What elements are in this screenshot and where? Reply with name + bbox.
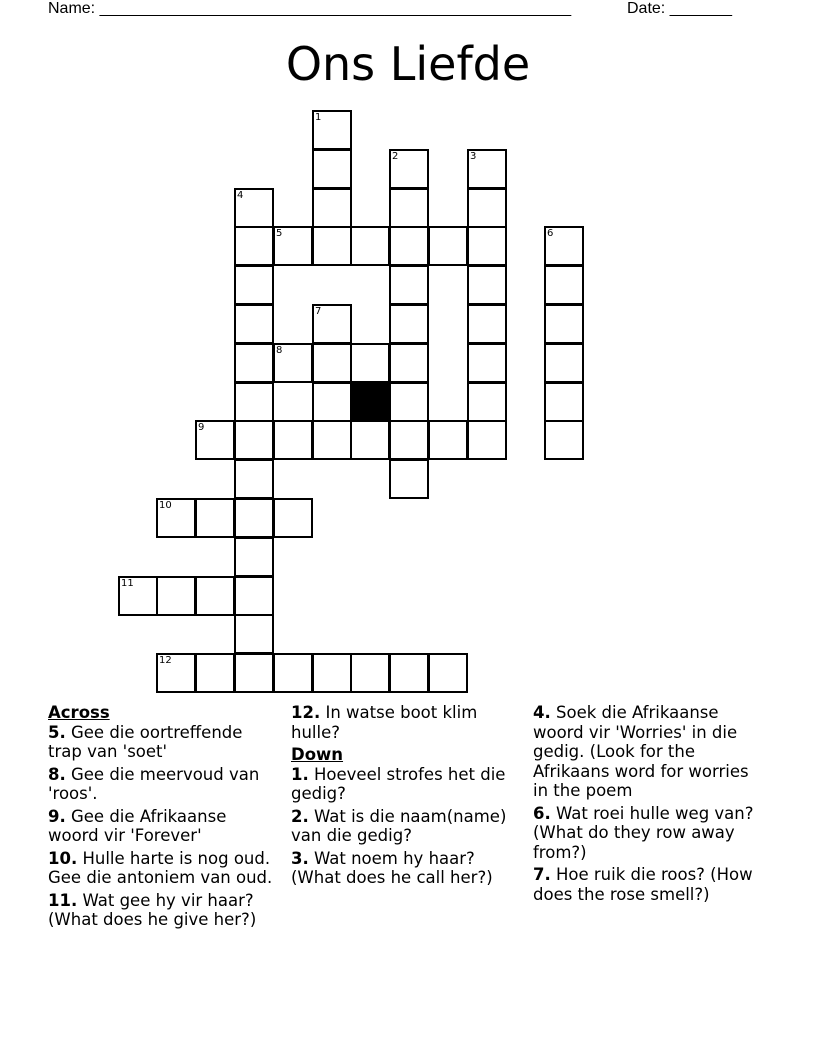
name-line: Name: _____________________________________________________	[48, 0, 572, 17]
crossword-cell[interactable]	[467, 188, 507, 228]
crossword-cell[interactable]	[195, 576, 235, 616]
clue-text: Hoeveel strofes het die gedig?	[291, 764, 506, 803]
crossword-cell[interactable]	[234, 188, 274, 228]
cell-number: 6	[547, 228, 554, 239]
crossword-cell[interactable]	[273, 420, 313, 460]
crossword-cell[interactable]	[312, 653, 352, 693]
clue-across-8	[48, 765, 280, 804]
clue-number: 6.	[533, 803, 551, 823]
clue-down-4	[533, 703, 765, 801]
crossword-cell[interactable]	[118, 576, 158, 616]
crossword-cell[interactable]	[195, 498, 235, 538]
crossword-cell[interactable]	[389, 420, 429, 460]
crossword-cell[interactable]	[544, 226, 584, 266]
clue-number: 3.	[291, 848, 309, 868]
crossword-cell[interactable]	[428, 420, 468, 460]
clue-number: 8.	[48, 764, 66, 784]
clue-text: Soek die Afrikaanse woord vir 'Worries' in die gedig. (Look for the Afrikaans word for worries in the poem	[533, 703, 749, 800]
crossword-cell[interactable]	[312, 226, 352, 266]
crossword-cell[interactable]	[350, 226, 390, 266]
crossword-cell[interactable]	[350, 343, 390, 383]
cell-number: 3	[470, 151, 477, 162]
cell-number: 10	[159, 500, 172, 511]
crossword-cell[interactable]	[389, 382, 429, 422]
crossword-cell[interactable]	[389, 149, 429, 189]
crossword-cell[interactable]	[234, 614, 274, 654]
crossword-cell[interactable]	[273, 498, 313, 538]
clue-text: Wat gee hy vir haar? (What does he give her?)	[48, 890, 257, 929]
crossword-cell[interactable]	[467, 343, 507, 383]
crossword-cell[interactable]	[389, 459, 429, 499]
across-heading: Across	[48, 703, 110, 722]
crossword-cell[interactable]	[156, 653, 196, 693]
clues-column-1	[48, 703, 280, 933]
clue-text: Gee die oortreffende trap van 'soet'	[48, 722, 243, 761]
crossword-cell[interactable]	[544, 382, 584, 422]
crossword-cell[interactable]	[195, 653, 235, 693]
crossword-cell[interactable]	[544, 420, 584, 460]
clue-number: 11.	[48, 890, 78, 910]
crossword-cell[interactable]	[234, 653, 274, 693]
clue-down-2	[291, 807, 523, 846]
down-heading: Down	[291, 745, 344, 764]
crossword-cell[interactable]	[389, 343, 429, 383]
crossword-cell[interactable]	[544, 343, 584, 383]
cell-number: 12	[159, 655, 172, 666]
crossword-cell[interactable]	[312, 149, 352, 189]
clue-text: Wat noem hy haar? (What does he call her?)	[291, 848, 493, 887]
clue-text: Gee die Afrikaanse woord vir 'Forever'	[48, 806, 227, 845]
crossword-cell[interactable]	[350, 653, 390, 693]
clue-number: 10.	[48, 848, 78, 868]
clue-text: Hulle harte is nog oud. Gee die antoniem van oud.	[48, 848, 273, 887]
clue-text: Wat is die naam(name) van die gedig?	[291, 806, 507, 845]
crossword-cell[interactable]	[389, 653, 429, 693]
crossword-cell[interactable]	[234, 304, 274, 344]
crossword-cell[interactable]	[156, 576, 196, 616]
crossword-cell[interactable]	[389, 304, 429, 344]
crossword-cell[interactable]	[312, 420, 352, 460]
crossword-cell[interactable]	[234, 576, 274, 616]
cell-number: 5	[276, 228, 283, 239]
clue-number: 12.	[291, 703, 321, 722]
crossword-cell[interactable]	[234, 498, 274, 538]
crossword-cell[interactable]	[234, 226, 274, 266]
crossword-cell[interactable]	[273, 653, 313, 693]
clue-number: 5.	[48, 722, 66, 742]
crossword-cell[interactable]	[234, 459, 274, 499]
crossword-cell[interactable]	[467, 382, 507, 422]
clue-number: 2.	[291, 806, 309, 826]
clue-text: In watse boot klim hulle?	[291, 703, 478, 742]
clue-number: 1.	[291, 764, 309, 784]
cell-number: 9	[198, 422, 205, 433]
crossword-cell[interactable]	[312, 188, 352, 228]
crossword-cell[interactable]	[234, 343, 274, 383]
worksheet-header	[48, 0, 748, 20]
crossword-cell[interactable]	[273, 343, 313, 383]
crossword-cell[interactable]	[312, 343, 352, 383]
crossword-cell[interactable]	[156, 498, 196, 538]
crossword-cell[interactable]	[467, 420, 507, 460]
crossword-cell[interactable]	[273, 226, 313, 266]
crossword-cell[interactable]	[234, 420, 274, 460]
crossword-cell[interactable]	[467, 226, 507, 266]
clue-number: 4.	[533, 703, 551, 722]
clue-down-6	[533, 804, 765, 863]
date-line: Date: _______	[627, 0, 732, 17]
clue-down-1	[291, 765, 523, 804]
crossword-cell[interactable]	[467, 304, 507, 344]
clues-column-3	[533, 703, 765, 907]
clue-text: Wat roei hulle weg van? (What do they row away from?)	[533, 803, 754, 862]
crossword-cell[interactable]	[389, 265, 429, 305]
crossword-cell[interactable]	[467, 149, 507, 189]
crossword-cell[interactable]	[234, 537, 274, 577]
crossword-cell[interactable]	[350, 420, 390, 460]
clue-text: Hoe ruik die roos? (How does the rose smell?)	[533, 865, 753, 904]
cell-number: 11	[121, 578, 134, 589]
crossword-cell[interactable]	[467, 265, 507, 305]
cell-number: 2	[392, 151, 399, 162]
crossword-cell[interactable]	[389, 188, 429, 228]
cell-number: 8	[276, 345, 283, 356]
crossword-cell[interactable]	[234, 382, 274, 422]
crossword-cell[interactable]	[389, 226, 429, 266]
crossword-cell[interactable]	[312, 110, 352, 150]
clue-across-12	[291, 703, 523, 742]
clue-number: 9.	[48, 806, 66, 826]
crossword-cell[interactable]	[234, 265, 274, 305]
crossword-cell[interactable]	[312, 304, 352, 344]
clue-text: Gee die meervoud van 'roos'.	[48, 764, 260, 803]
crossword-cell[interactable]	[312, 382, 352, 422]
clue-down-7	[533, 865, 765, 904]
clues-column-2	[291, 703, 523, 891]
crossword-cell[interactable]	[428, 653, 468, 693]
clue-down-3	[291, 849, 523, 888]
crossword-cell[interactable]	[195, 420, 235, 460]
clue-across-10	[48, 849, 280, 888]
puzzle-title: Ons Liefde	[285, 37, 531, 91]
crossword-cell[interactable]	[428, 226, 468, 266]
clue-number: 7.	[533, 865, 551, 884]
cell-number: 7	[315, 306, 322, 317]
clue-across-5	[48, 723, 280, 762]
crossword-cell[interactable]	[544, 265, 584, 305]
crossword-block-cell	[350, 382, 390, 422]
cell-number: 1	[315, 112, 322, 123]
clue-across-11	[48, 891, 280, 930]
clue-across-9	[48, 807, 280, 846]
cell-number: 4	[237, 190, 244, 201]
crossword-cell[interactable]	[544, 304, 584, 344]
